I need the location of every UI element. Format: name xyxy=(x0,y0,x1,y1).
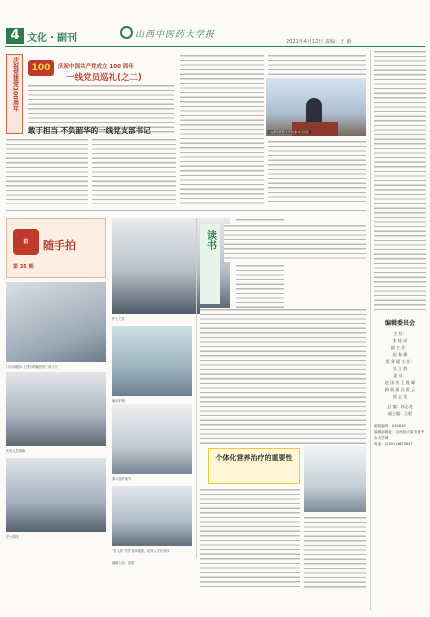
article-photo xyxy=(266,78,366,136)
photo-section-divider xyxy=(196,218,197,558)
board-member-6: 委 员： xyxy=(393,373,407,378)
photo-caption-7: “医人防”守护身体健康，给家人守好身体 xyxy=(112,549,170,553)
camera-icon: 拍 xyxy=(13,229,39,255)
header-divider xyxy=(5,46,425,47)
reading-intro xyxy=(224,224,366,262)
photo-caption-1: 门诊部服务:上图为附属医院门诊大厅 xyxy=(6,365,59,369)
photo-column-masthead xyxy=(6,218,106,278)
column-name: 随手拍 xyxy=(43,239,76,252)
article-body-left xyxy=(6,138,88,204)
photo-editor: 编辑人员：高琨 xyxy=(112,561,135,565)
photo-caption-6: 第六届护师节 xyxy=(112,477,132,481)
feature1-divider xyxy=(6,210,366,211)
photo-caption: 山西中医药大学党委书记讲话 xyxy=(270,130,310,134)
photo-lobby xyxy=(6,282,106,362)
board-member-2: 副 主 任： xyxy=(390,345,410,350)
photo-caption-4: 医务人员看病 xyxy=(6,449,26,453)
office-phone: 电话：(0351)4653647 xyxy=(374,442,413,446)
board-member-9: 郭 志 龙 xyxy=(392,394,408,399)
logo-100-icon: 100 xyxy=(28,60,54,76)
photo-caption-5: 护士陪同 xyxy=(6,535,19,539)
photo-ward xyxy=(112,326,192,396)
board-member-5: 吴 立 群 xyxy=(392,366,408,371)
photo-nurse-day xyxy=(112,404,192,474)
chief-editor: 总 编：郭志龙 xyxy=(387,404,413,409)
vertical-label: 庆祝党建党100周年 xyxy=(6,54,23,134)
masthead-logo-icon xyxy=(120,26,133,39)
editorial-board xyxy=(374,318,426,608)
board-member-3: 赵 春 雄 xyxy=(392,352,408,357)
photo-caption-2: 护士工作 xyxy=(112,317,125,321)
nutrition-poster xyxy=(208,448,300,484)
board-member-4: 常 务 副 主 任： xyxy=(385,359,415,364)
right-column-divider xyxy=(370,50,371,610)
office-address: 编辑部地址：山西省太原市晋中市大学城 xyxy=(374,430,425,440)
article-body-mid xyxy=(92,138,176,204)
masthead-title: 山西中医药大学报 xyxy=(135,30,216,40)
feature-party-banner xyxy=(6,54,178,134)
deputy-editor: 副主编：王毅 xyxy=(388,411,412,416)
banner-title: 庆祝中国共产党成立 100 周年 xyxy=(58,64,134,70)
page-header xyxy=(0,0,430,44)
issue-number: 第 35 期 xyxy=(13,264,34,270)
reading-column-label: 读书 xyxy=(200,224,220,304)
article-body-col3-lower xyxy=(268,140,366,204)
photo-consult xyxy=(6,372,106,446)
banner-subtitle: 一线党员巡礼(之二) xyxy=(66,73,142,83)
nutrition-photo xyxy=(304,446,366,512)
reading-body xyxy=(200,308,366,444)
board-member-0: 主 任： xyxy=(393,331,407,336)
issue-date: 2021年4月12日 责编：王 毅 xyxy=(286,39,352,45)
postal-code: 邮政编码：030619 xyxy=(374,424,406,428)
board-title: 编辑委员会 xyxy=(384,320,415,327)
page-number: 4 xyxy=(6,28,24,44)
photo-group xyxy=(112,486,192,546)
nutrition-body xyxy=(200,488,300,588)
board-member-1: 张 桂 成 xyxy=(392,338,408,343)
section-title: 文化・副刊 xyxy=(27,33,77,44)
board-member-8: 梅 丽 丽 冯 爱 云 xyxy=(384,387,416,392)
nutrition-body-right xyxy=(304,516,366,588)
article-heading: 敢于担当 不负韶华的一线党支部书记 xyxy=(28,126,151,135)
board-member-7: 赵 国 庆 王 俊 峰 xyxy=(384,380,416,385)
sidebar-text xyxy=(374,50,426,312)
photo-caption-3: 病房护理 xyxy=(112,399,125,403)
photo-accompany xyxy=(6,458,106,532)
poster-title: 个体化营养治疗的重要性 xyxy=(215,454,293,462)
article-body-col2 xyxy=(180,54,264,204)
